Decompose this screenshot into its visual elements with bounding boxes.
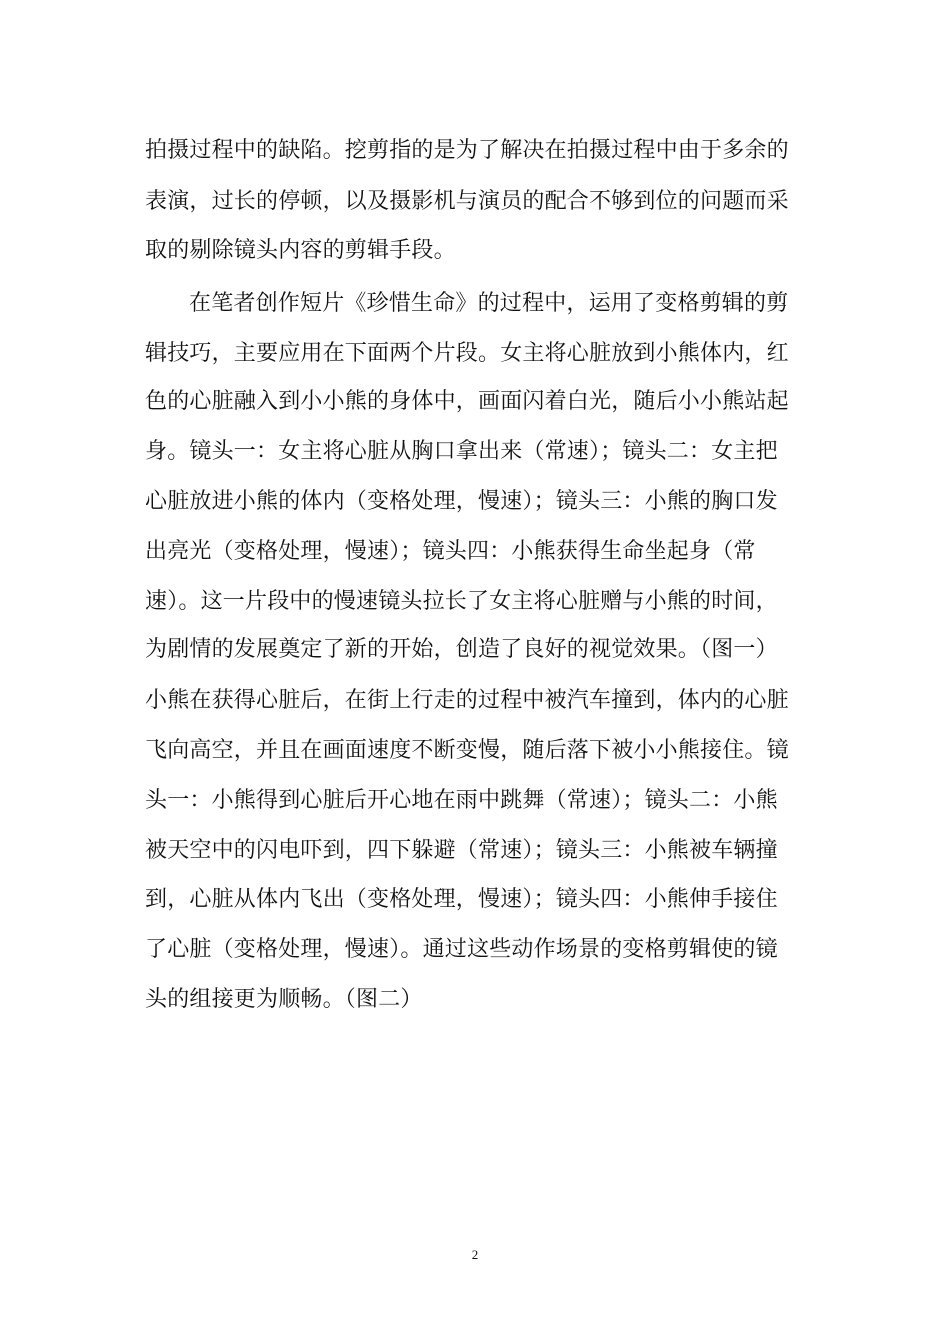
paragraph-2-line-9: 小熊在获得心脏后，在街上行走的过程中被汽车撞到，体内的心脏 — [145, 688, 789, 713]
paragraph-2-line-4: 身。镜头一：女主将心脏从胸口拿出来（常速）；镜头二：女主把 — [145, 439, 778, 464]
paragraph-2-line-11: 头一：小熊得到心脏后开心地在雨中跳舞（常速）；镜头二：小熊 — [145, 788, 778, 813]
paragraph-2-line-10: 飞向高空，并且在画面速度不断变慢，随后落下被小小熊接住。镜 — [145, 738, 789, 763]
paragraph-1-line-1: 拍摄过程中的缺陷。挖剪指的是为了解决在拍摄过程中由于多余的 — [145, 138, 789, 163]
paragraph-2-line-14: 了心脏（变格处理，慢速）。通过这些动作场景的变格剪辑使的镜 — [145, 937, 778, 962]
paragraph-2-line-3: 色的心脏融入到小小熊的身体中，画面闪着白光，随后小小熊站起 — [145, 389, 789, 414]
paragraph-2-line-13: 到，心脏从体内飞出（变格处理，慢速）；镜头四：小熊伸手接住 — [145, 887, 778, 912]
paragraph-2-line-15: 头的组接更为顺畅。（图二） — [145, 987, 423, 1012]
paragraph-1-line-2: 表演，过长的停顿，以及摄影机与演员的配合不够到位的问题而采 — [145, 189, 789, 214]
page-number: 2 — [471, 1247, 479, 1262]
paragraph-2-line-1: 在笔者创作短片《珍惜生命》的过程中，运用了变格剪辑的剪 — [189, 291, 789, 316]
paragraph-2-line-12: 被天空中的闪电吓到，四下躲避（常速）；镜头三：小熊被车辆撞 — [145, 838, 778, 863]
paragraph-1-line-3: 取的剔除镜头内容的剪辑手段。 — [145, 238, 456, 263]
paragraph-2-line-6: 出亮光（变格处理，慢速）；镜头四：小熊获得生命坐起身（常 — [145, 539, 756, 564]
paragraph-2-line-7: 速）。这一片段中的慢速镜头拉长了女主将心脏赠与小熊的时间， — [145, 589, 778, 614]
paragraph-2-line-2: 辑技巧，主要应用在下面两个片段。女主将心脏放到小熊体内，红 — [145, 341, 789, 366]
paragraph-2-line-5: 心脏放进小熊的体内（变格处理，慢速）；镜头三：小熊的胸口发 — [145, 489, 778, 514]
paragraph-2-line-8: 为剧情的发展奠定了新的开始，创造了良好的视觉效果。（图一） — [145, 637, 778, 662]
